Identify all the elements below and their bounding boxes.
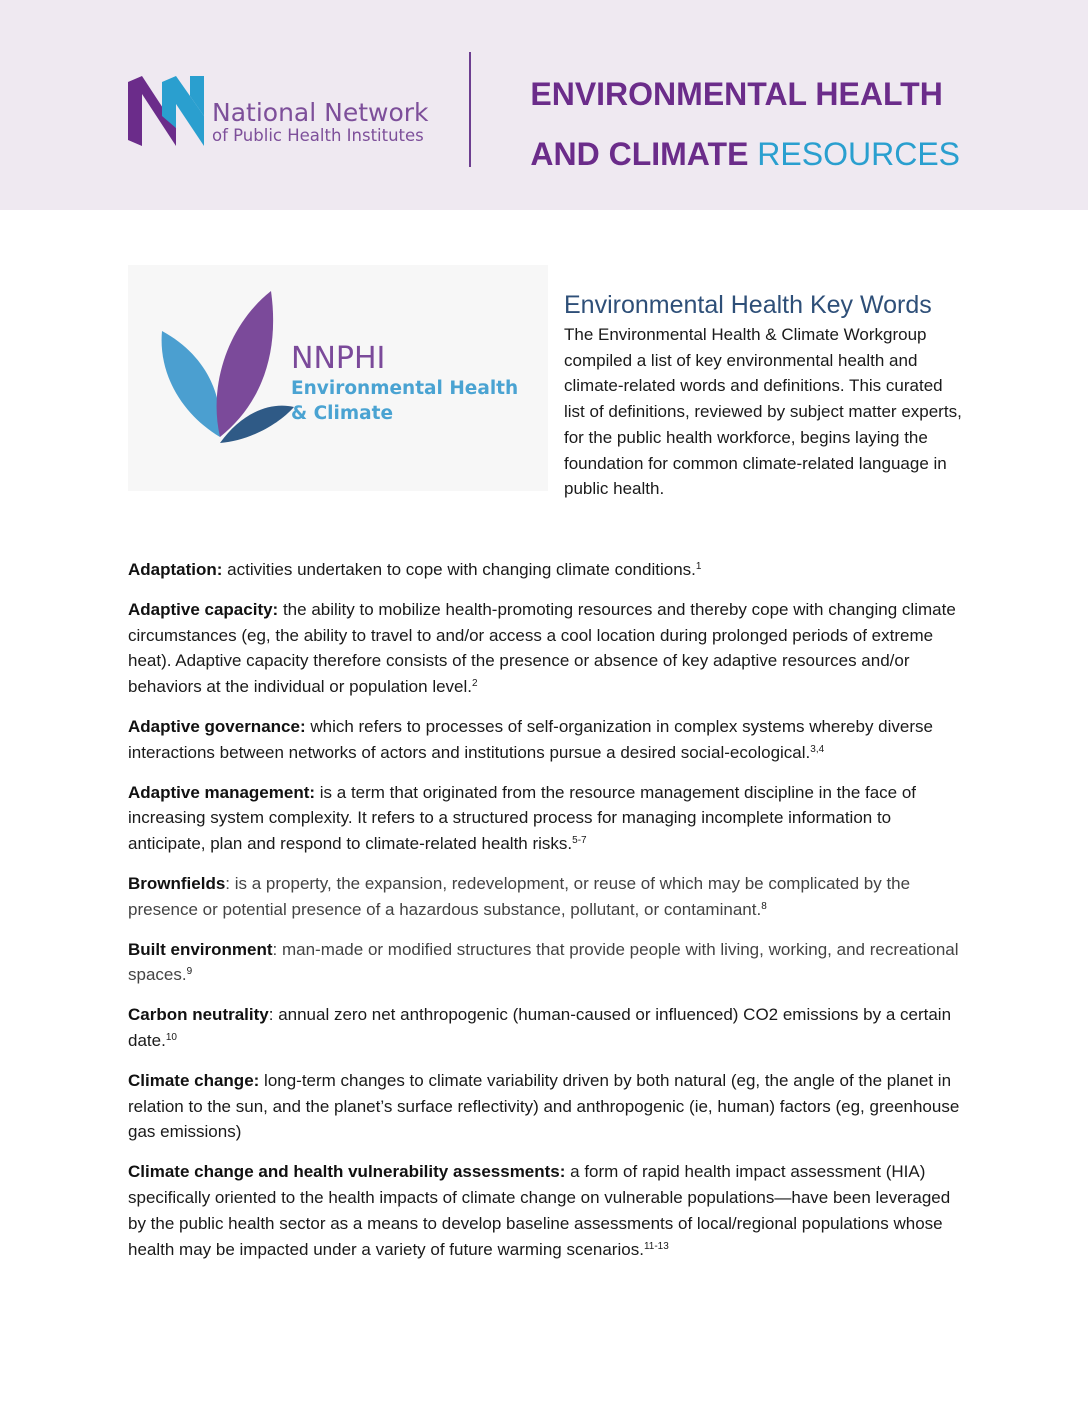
glossary-term: Carbon neutrality	[128, 1005, 269, 1025]
glossary-term: Adaptive management:	[128, 782, 316, 802]
glossary-definition: the ability to mobilize health-promoting resources and thereby cope with changing climate circumstances (eg, the ability to travel to and/or access a cool location during prolonged periods of extreme heat). Adaptive capacity therefore consists of the presence or absence of key adaptive resources and/or behaviors at the individual or population level.	[128, 599, 956, 697]
org-name-line2: of Public Health Institutes	[212, 126, 424, 145]
title-line2-accent: RESOURCES	[757, 136, 960, 172]
workgroup-abbr: NNPHI	[291, 341, 386, 376]
org-name-line1: National Network	[212, 98, 429, 127]
glossary-term: Climate change:	[128, 1070, 260, 1090]
glossary-list	[128, 557, 960, 1276]
glossary-term: Adaptation:	[128, 560, 223, 579]
workgroup-line1: Environmental Health	[291, 378, 519, 399]
workgroup-logo-text	[291, 341, 519, 424]
glossary-entry	[128, 871, 960, 923]
glossary-entry	[128, 1159, 960, 1262]
header-banner	[0, 0, 1088, 210]
title-line2-bold: AND CLIMATE	[530, 136, 749, 172]
footnote-ref: 8	[761, 900, 767, 912]
footnote-ref: 1	[695, 561, 702, 572]
glossary-entry	[128, 557, 960, 583]
glossary-definition: : annual zero net anthropogenic (human-caused or influenced) CO2 emissions by a certain date.	[128, 1005, 952, 1050]
footnote-ref: 2	[472, 678, 478, 690]
intro-heading: Environmental Health Key Words	[564, 291, 932, 319]
glossary-definition: long-term changes to climate variability driven by both natural (eg, the angle of the planet in relation to the sun, and the planet’s surface reflectivity) and anthropogenic (ie, human) factors (eg, greenhouse gas emissions)	[128, 1070, 960, 1142]
glossary-definition: : is a property, the expansion, redevelopment, or reuse of which may be complicated by the presence or potential presence of a hazardous substance, pollutant, or contaminant.	[128, 873, 911, 919]
glossary-definition: which refers to processes of self-organization in complex systems whereby diverse interactions between networks of actors and institutions pursue a desired social-ecological.	[128, 716, 933, 762]
intro-section	[564, 288, 964, 502]
org-name	[212, 100, 429, 145]
glossary-term: Built environment	[128, 939, 273, 959]
workgroup-logo-image	[128, 265, 548, 491]
footnote-ref: 3,4	[810, 743, 825, 755]
glossary-entry	[128, 780, 960, 857]
footnote-ref: 5-7	[572, 835, 587, 847]
header-divider	[469, 52, 471, 167]
nnphi-logo-icon	[128, 76, 204, 146]
glossary-term: Adaptive governance:	[128, 716, 306, 736]
glossary-entry	[128, 1068, 960, 1145]
glossary-term: Brownfields	[128, 873, 226, 893]
page-title	[530, 64, 960, 184]
glossary-definition: a form of rapid health impact assessment (HIA) specifically oriented to the health impacts of climate change on vulnerable populations—have been leveraged by the public health sector as a means to develop baseline assessments of local/regional populations whose health may be impacted under a variety of future warming scenarios.	[128, 1162, 951, 1259]
glossary-entry	[128, 937, 960, 989]
footnote-ref: 11-13	[643, 1240, 669, 1252]
glossary-entry	[128, 1002, 960, 1054]
workgroup-line2: & Climate	[291, 402, 393, 424]
glossary-entry	[128, 714, 960, 766]
title-line2	[530, 124, 960, 184]
footnote-ref: 9	[186, 966, 193, 978]
glossary-definition: activities undertaken to cope with changing climate conditions.	[222, 560, 696, 579]
title-line1: ENVIRONMENTAL HEALTH	[530, 76, 943, 112]
glossary-entry	[128, 597, 960, 700]
glossary-definition: : man-made or modified structures that provide people with living, working, and recreational spaces.	[128, 939, 959, 985]
footnote-ref: 10	[165, 1031, 177, 1043]
glossary-term: Climate change and health vulnerability assessments:	[128, 1162, 566, 1182]
glossary-definition: is a term that originated from the resource management discipline in the face of increasing system complexity. It refers to a structured process for managing incomplete information to anticipate, plan and respond to climate-related health risks.	[128, 782, 917, 854]
glossary-term: Adaptive capacity:	[128, 599, 279, 619]
intro-text: The Environmental Health & Climate Workgroup compiled a list of key environmental health and climate-related words and definitions. This curated list of definitions, reviewed by subject matter experts, for the public health workforce, begins laying the foundation for common climate-related language in public health.	[564, 325, 962, 499]
